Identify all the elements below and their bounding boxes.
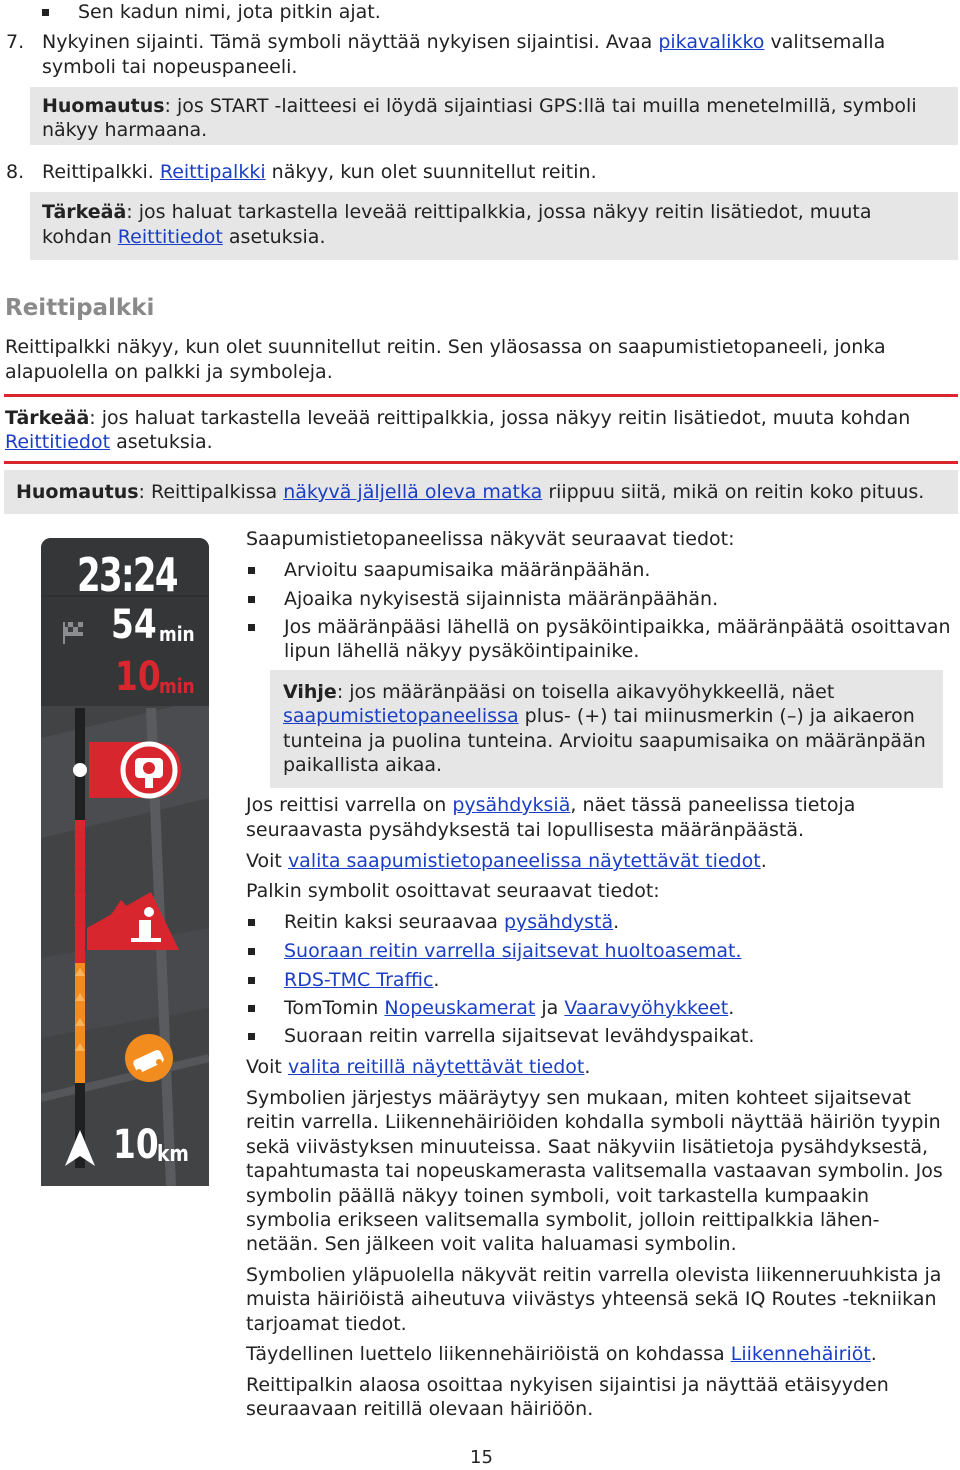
eta-panel-intro: Saapumistietopaneelissa näkyvät seuraavat tiedot: (246, 528, 735, 550)
delay-para-line1: Symbolien yläpuolella näkyvät reitin varrella olevista liikenneruuhkista ja (246, 1264, 942, 1286)
traffic-list-para: Täydellinen luettelo liikennehäiriöistä on kohdassa Liikennehäiriöt. (246, 1343, 877, 1365)
list-number-7: 7. (6, 31, 25, 53)
list-number-8: 8. (6, 161, 25, 183)
bottom-para-line2: seuraavaan reitillä olevaan häiriöön. (246, 1398, 594, 1420)
important-top-rule (4, 394, 958, 397)
eta-time: 23:24 (77, 548, 177, 602)
accident-icon (125, 1034, 173, 1082)
order-para-line3: sekä viivästyksen minuuteissa. Saat näkyviin lisätietoja pysähdyksestä, (246, 1136, 929, 1158)
list-item-8: Reittipalkki. Reittipalkki näkyy, kun olet suunnitellut reitin. (42, 161, 597, 183)
link-liikennehairiot[interactable]: Liikennehäiriöt (730, 1343, 871, 1365)
list-item: Ajoaika nykyisestä sijainnista määränpäähän. (284, 588, 719, 610)
link-pysahdysta[interactable]: pysähdystä (503, 911, 614, 933)
list-item-7-line2: symboli tai nopeuspaneeli. (42, 56, 298, 78)
distance-value: 10 (113, 1122, 159, 1168)
section-heading: Reittipalkki (5, 295, 155, 321)
travel-time-unit: min (159, 622, 195, 646)
bottom-para-line1: Reittipalkin alaosa osoittaa nykyisen sijaintisi ja näyttää etäisyyden (246, 1374, 889, 1396)
travel-time-value: 54 (111, 602, 157, 648)
list-item (284, 939, 742, 963)
important-2-line1: Tärkeää: jos haluat tarkastella leveää reittipalkkia, jossa näkyy reitin lisätiedot, muuta kohdan (5, 407, 911, 429)
delay-para-line3: tarjoamat tiedot. (246, 1313, 407, 1335)
sub-bullet-item: Sen kadun nimi, jota pitkin ajat. (78, 1, 381, 23)
order-para-line1: Symbolien järjestys määräytyy sen mukaan, miten kohteet sijaitsevat (246, 1087, 911, 1109)
tip-line3: tunteina ja puolina tunteina. Arvioitu saapumisaika on määränpään (283, 730, 926, 752)
list-item: Arvioitu saapumisaika määränpäähän. (284, 559, 651, 581)
link-reittitiedot-2[interactable]: Reittitiedot (5, 431, 111, 453)
order-para-line2: reitin varrella. Liikennehäiriöiden kohdalla symboli näyttää häiriön tyypin (246, 1111, 941, 1133)
link-rds-tmc[interactable]: RDS-TMC Traffic (284, 969, 434, 991)
list-item: RDS-TMC Traffic. (284, 969, 440, 991)
speed-camera-icon (89, 742, 181, 798)
order-para-line7: netään. Sen jälkeen voit valita haluamasi symbolin. (246, 1233, 737, 1255)
link-pikavalikko[interactable]: pikavalikko (658, 31, 765, 53)
link-reittitiedot-1[interactable]: Reittitiedot (117, 226, 223, 248)
link-huoltoasemat[interactable]: Suoraan reitin varrella sijaitsevat huoltoasemat. (284, 940, 742, 962)
order-para-line6: symbolia erikseen valitsemalla symbolit, jolloin reittipalkkia lähen- (246, 1209, 880, 1231)
tip-line4: paikallista aikaa. (283, 754, 443, 776)
distance-unit: km (157, 1142, 189, 1167)
position-dot (73, 763, 87, 777)
choose-info-para: Voit valita saapumistietopaneelissa näytettävät tiedot. (246, 850, 767, 872)
link-valita-tiedot[interactable]: valita saapumistietopaneelissa näytettävät tiedot (287, 850, 761, 872)
delay-unit: min (159, 674, 195, 698)
list-item: Reitin kaksi seuraavaa pysähdystä. (284, 911, 620, 933)
list-item: Suoraan reitin varrella sijaitsevat levähdyspaikat. (284, 1025, 755, 1047)
delay-para-line2: muista häiriöistä aiheutuva viivästys yhteensä sekä IQ Routes -tekniikan (246, 1288, 937, 1310)
link-remaining-distance[interactable]: näkyvä jäljellä oleva matka (283, 481, 543, 503)
order-para-line5: symbolin päällä näkyy toinen symboli, voit tarkastella kumpaakin (246, 1185, 870, 1207)
list-item: Jos määränpääsi lähellä on pysäköintipaikka, määränpäätä osoittavan (284, 616, 951, 638)
link-saapumistietopaneelissa[interactable]: saapumistietopaneelissa (283, 705, 519, 727)
section-para-line2: alapuolella on palkki ja symboleja. (5, 361, 333, 383)
delay-value: 10 (115, 654, 161, 700)
important-1-line2: kohdan Reittitiedot asetuksia. (42, 226, 326, 248)
list-item-7-line1: Nykyinen sijainti. Tämä symboli näyttää nykyisen sijaintisi. Avaa pikavalikko valitsemalla (42, 31, 886, 53)
link-pysahdyksia[interactable]: pysähdyksiä (452, 794, 571, 816)
order-para-line4: tapahtumasta tai nopeuskamerasta valitsemalla vastaavan symbolin. Jos (246, 1160, 943, 1182)
route-info-para: Voit valita reitillä näytettävät tiedot. (246, 1056, 591, 1078)
page-number: 15 (470, 1447, 493, 1468)
link-nopeuskamerat[interactable]: Nopeuskamerat (384, 997, 536, 1019)
link-reitilla-tiedot[interactable]: valita reitillä näytettävät tiedot (287, 1056, 585, 1078)
list-item: TomTomin Nopeuskamerat ja Vaaravyöhykkeet. (284, 997, 735, 1019)
tip-line1: Vihje: jos määränpääsi on toisella aikavyöhykkeellä, näet (283, 681, 835, 703)
stops-para-line1: Jos reittisi varrella on pysähdyksiä, näet tässä paneelissa tietoja (246, 794, 856, 816)
note-gps-line1: Huomautus: jos START -laitteesi ei löydä sijaintiasi GPS:llä tai muilla menetelmillä, symboli (42, 95, 917, 117)
link-reittipalkki[interactable]: Reittipalkki (159, 161, 266, 183)
important-1-line1: Tärkeää: jos haluat tarkastella leveää reittipalkkia, jossa näkyy reitin lisätiedot, muuta (42, 201, 872, 223)
note-distance: Huomautus: Reittipalkissa näkyvä jäljellä oleva matka riippuu siitä, mikä on reitin koko pituus. (16, 481, 925, 503)
note-gps-line2: näkyy harmaana. (42, 119, 208, 141)
tip-line2: saapumistietopaneelissa plus- (+) tai miinusmerkin (–) ja aikaeron (283, 705, 915, 727)
important-bottom-rule (4, 461, 958, 464)
important-2-line2: Reittitiedot asetuksia. (5, 431, 213, 453)
symbols-intro: Palkin symbolit osoittavat seuraavat tiedot: (246, 880, 660, 902)
section-para-line1: Reittipalkki näkyy, kun olet suunnitellut reitin. Sen yläosassa on saapumistietopaneeli, jonka (5, 336, 886, 358)
link-vaaravyohykkeet[interactable]: Vaaravyöhykkeet (564, 997, 729, 1019)
stops-para-line2: seuraavasta pysähdyksestä tai lopullisesta määränpäästä. (246, 819, 805, 841)
route-bar-screenshot (41, 538, 209, 1186)
list-item-cont: lipun lähellä näkyy pysäköintipainike. (284, 640, 640, 662)
